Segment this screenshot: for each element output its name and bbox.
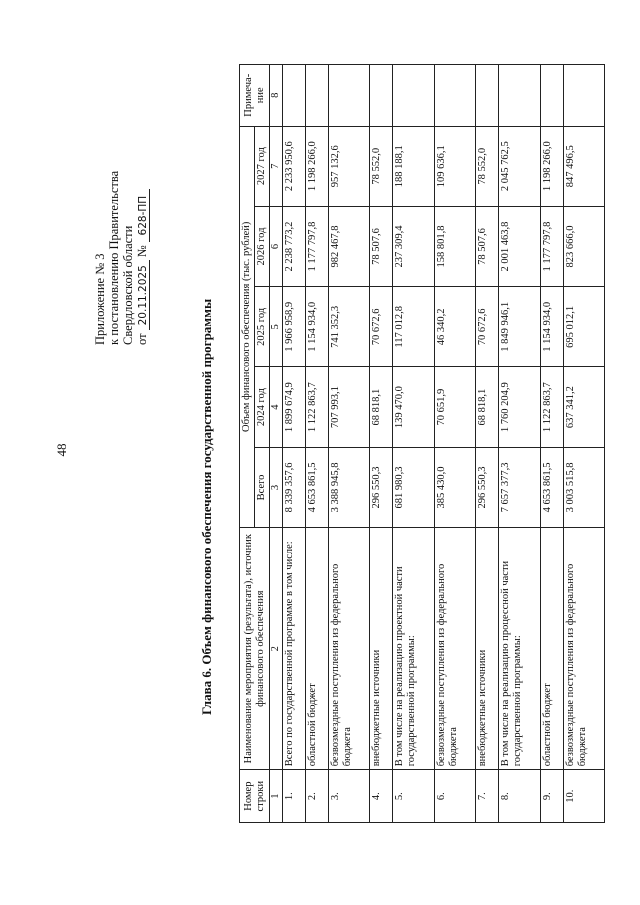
value-2027: 78 552,0 (370, 126, 393, 206)
value-2027: 957 132,6 (329, 126, 370, 206)
value-2024: 68 818,1 (370, 367, 393, 447)
value-2026: 982 467,8 (329, 206, 370, 286)
column-number-row (270, 65, 283, 823)
measure-name: областной бюджет (540, 528, 563, 770)
value-2026: 78 507,6 (476, 206, 499, 286)
appendix-region: Свердловской области (121, 225, 135, 345)
column-number: 2 (270, 528, 283, 770)
chapter-title: Глава 6. Объем финансового обеспечения государственной программы (199, 298, 214, 715)
measure-name: внебюджетные источники (370, 528, 393, 770)
measure-name: В том числе на реализацию процессной части государственной программы: (499, 528, 540, 770)
measure-name: безвозмездные поступления из федерального бюджета (563, 528, 604, 770)
column-number: 4 (270, 367, 283, 447)
note-cell (434, 65, 475, 127)
value-2024: 637 341,2 (563, 367, 604, 447)
number-label: № (135, 245, 149, 258)
total-value: 3 388 945,8 (329, 447, 370, 527)
note-cell (563, 65, 604, 127)
measure-name: областной бюджет (306, 528, 329, 770)
table-row (306, 65, 329, 823)
value-2024: 68 818,1 (476, 367, 499, 447)
header-year-2026: 2026 год (255, 206, 270, 286)
note-cell (306, 65, 329, 127)
note-cell (476, 65, 499, 127)
note-cell (329, 65, 370, 127)
row-number: 6. (434, 770, 475, 823)
value-2025: 117 012,8 (393, 287, 434, 367)
value-2027: 109 636,1 (434, 126, 475, 206)
note-cell (283, 65, 306, 127)
value-2027: 1 198 266,0 (306, 126, 329, 206)
header-year-2024: 2024 год (255, 367, 270, 447)
value-2025: 741 352,3 (329, 287, 370, 367)
value-2025: 46 340,2 (434, 287, 475, 367)
value-2026: 1 177 797,8 (540, 206, 563, 286)
value-2026: 2 001 463,8 (499, 206, 540, 286)
measure-name: безвозмездные поступления из федерального бюджета (434, 528, 475, 770)
value-2026: 1 177 797,8 (306, 206, 329, 286)
measure-name: безвозмездные поступления из федерального бюджета (329, 528, 370, 770)
value-2024: 1 760 204,9 (499, 367, 540, 447)
value-2026: 158 801,8 (434, 206, 475, 286)
measure-name: внебюджетные источники (476, 528, 499, 770)
table-row (540, 65, 563, 823)
column-number: 3 (270, 447, 283, 527)
column-number: 6 (270, 206, 283, 286)
header-funding: Объем финансового обеспечения (тыс. рублей) (240, 126, 255, 528)
header-measure: Наименование мероприятия (результата), источник финансового обеспечения (240, 528, 270, 770)
value-2026: 78 507,6 (370, 206, 393, 286)
date-prefix: от (135, 333, 149, 345)
value-2024: 707 993,1 (329, 367, 370, 447)
value-2024: 70 651,9 (434, 367, 475, 447)
row-number: 7. (476, 770, 499, 823)
row-number: 1. (283, 770, 306, 823)
value-2025: 70 672,6 (476, 287, 499, 367)
header-row-number: Номер строки (240, 770, 270, 823)
value-2027: 1 198 266,0 (540, 126, 563, 206)
total-value: 3 003 515,8 (563, 447, 604, 527)
row-number: 9. (540, 770, 563, 823)
appendix-date-line (135, 45, 150, 345)
value-2027: 2 233 950,6 (283, 126, 306, 206)
measure-name: Всего по государственной программе в том числе: (283, 528, 306, 770)
header-note: Примеча-ние (240, 65, 270, 127)
table-row (370, 65, 393, 823)
row-number: 2. (306, 770, 329, 823)
table-row (283, 65, 306, 823)
value-2024: 1 899 674,9 (283, 367, 306, 447)
row-number: 5. (393, 770, 434, 823)
page-number: 48 (54, 443, 69, 457)
header-total: Всего (255, 447, 270, 527)
note-cell (540, 65, 563, 127)
table-body (283, 65, 605, 823)
table-row (393, 65, 434, 823)
total-value: 296 550,3 (476, 447, 499, 527)
value-2025: 1 154 934,0 (540, 287, 563, 367)
appendix-resolution: к постановлению Правительства (107, 170, 121, 345)
value-2024: 1 122 863,7 (306, 367, 329, 447)
row-number: 4. (370, 770, 393, 823)
column-number: 7 (270, 126, 283, 206)
value-2027: 78 552,0 (476, 126, 499, 206)
row-number: 10. (563, 770, 604, 823)
header-year-2027: 2027 год (255, 126, 270, 206)
column-number: 1 (270, 770, 283, 823)
total-value: 4 653 861,5 (540, 447, 563, 527)
value-2024: 139 470,0 (393, 367, 434, 447)
column-number: 8 (270, 65, 283, 127)
financing-table (239, 64, 605, 823)
value-2025: 70 672,6 (370, 287, 393, 367)
appendix-title: Приложение № 3 (93, 253, 107, 345)
total-value: 8 339 357,6 (283, 447, 306, 527)
total-value: 7 657 377,3 (499, 447, 540, 527)
table-row (499, 65, 540, 823)
value-2024: 1 122 863,7 (540, 367, 563, 447)
value-2025: 1 966 958,9 (283, 287, 306, 367)
total-value: 296 550,3 (370, 447, 393, 527)
total-value: 681 980,3 (393, 447, 434, 527)
table-row (476, 65, 499, 823)
value-2027: 188 188,1 (393, 126, 434, 206)
row-number: 8. (499, 770, 540, 823)
value-2025: 1 849 946,1 (499, 287, 540, 367)
total-value: 385 430,0 (434, 447, 475, 527)
table-row (563, 65, 604, 823)
note-cell (499, 65, 540, 127)
row-number: 3. (329, 770, 370, 823)
value-2025: 695 012,1 (563, 287, 604, 367)
table-row (329, 65, 370, 823)
value-2027: 847 496,5 (563, 126, 604, 206)
value-2027: 2 045 762,5 (499, 126, 540, 206)
value-2026: 823 666,0 (563, 206, 604, 286)
measure-name: В том числе на реализацию проектной части государственной программы: (393, 528, 434, 770)
note-cell (393, 65, 434, 127)
column-number: 5 (270, 287, 283, 367)
appendix-block (93, 45, 150, 345)
value-2025: 1 154 934,0 (306, 287, 329, 367)
note-cell (370, 65, 393, 127)
value-2026: 237 309,4 (393, 206, 434, 286)
total-value: 4 653 861,5 (306, 447, 329, 527)
value-2026: 2 238 773,2 (283, 206, 306, 286)
table-row (434, 65, 475, 823)
header-year-2025: 2025 год (255, 287, 270, 367)
appendix-date: 20.11.2025 (137, 260, 150, 330)
appendix-number: 628-ПП (137, 189, 150, 242)
